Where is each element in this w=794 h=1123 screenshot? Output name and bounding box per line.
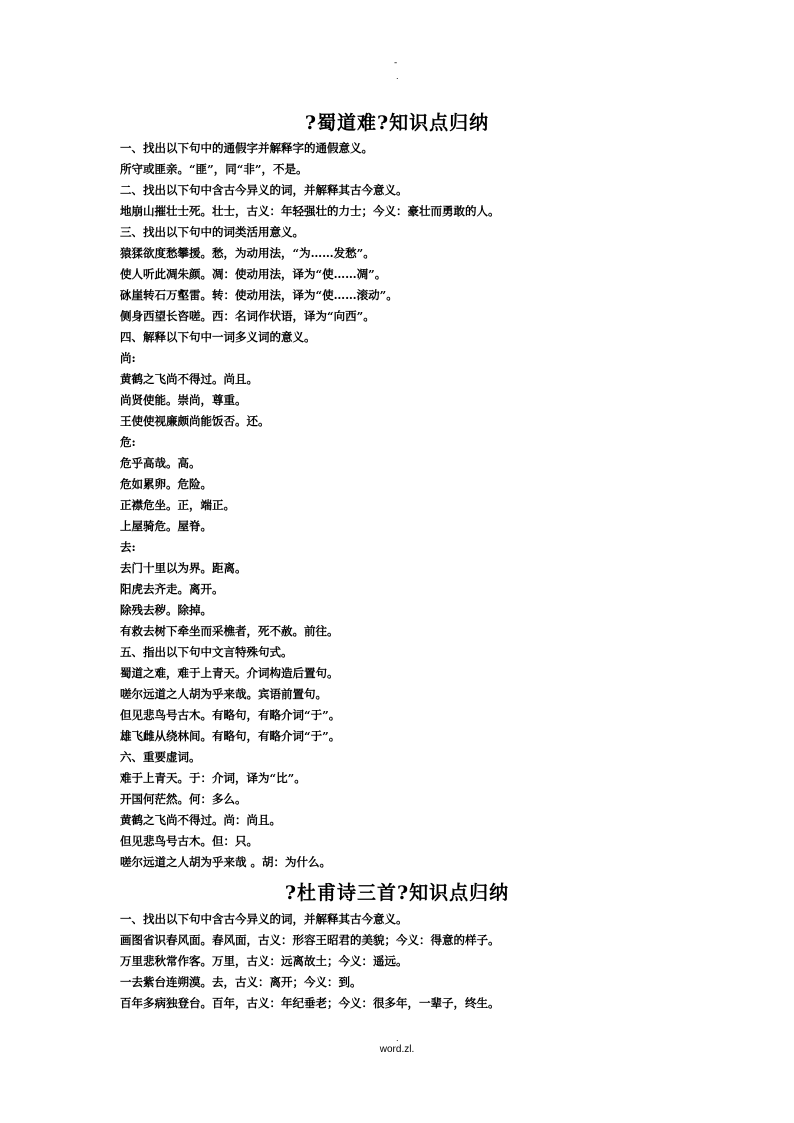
text-line: 去门十里以为界。距离。 — [120, 561, 247, 575]
text-line: 去: — [120, 540, 136, 554]
text-line: 王使使视廉颇尚能饭否。还。 — [120, 414, 270, 428]
text-line: 侧身西望长咨嗟。西：名词作状语，译为“向西”。 — [120, 309, 375, 323]
text-line: 正襟危坐。正，端正。 — [120, 498, 235, 512]
text-line: 使人听此凋朱颜。凋：使动用法，译为“使……凋”。 — [120, 267, 387, 281]
text-line: 危如累卵。危险。 — [120, 477, 212, 491]
text-line: 地崩山摧壮士死。壮士，古义：年轻强壮的力士；今义：豪壮而勇敢的人。 — [120, 204, 500, 218]
section-body-du-fu-poems — [120, 909, 720, 1014]
text-line: 开国何茫然。何：多么。 — [120, 792, 247, 806]
text-line: 除残去秽。除掉。 — [120, 603, 212, 617]
text-line: 五、指出以下句中文言特殊句式。 — [120, 645, 293, 659]
text-line: 六、重要虚词。 — [120, 750, 201, 764]
text-line: 一、找出以下句中的通假字并解释字的通假意义。 — [120, 141, 373, 155]
text-line: 所守或匪亲。“匪”，同“非”，不是。 — [120, 162, 308, 176]
text-line: 画图省识春风面。春风面，古义：形容王昭君的美貌；今义：得意的样子。 — [120, 933, 500, 947]
text-line: 一去紫台连朔漠。去，古义：离开；今义：到。 — [120, 975, 362, 989]
text-line: 四、解释以下句中一词多义词的意义。 — [120, 330, 316, 344]
text-line: 一、找出以下句中含古今异义的词，并解释其古今意义。 — [120, 912, 408, 926]
section-title-du-fu-poems: ?杜甫诗三首?知识点归纳 — [284, 882, 510, 904]
text-line: 砯崖转石万壑雷。转：使动用法，译为“使……滚动”。 — [120, 288, 398, 302]
text-line: 危: — [120, 435, 136, 449]
text-line: 猿猱欲度愁攀援。愁，为动用法，“为……发愁”。 — [120, 246, 375, 260]
text-line: 难于上青天。于：介词，译为“比”。 — [120, 771, 306, 785]
text-line: 嗟尔远道之人胡为乎来哉 。胡：为什么。 — [120, 855, 332, 869]
text-line: 上屋骑危。屋脊。 — [120, 519, 212, 533]
text-line: 百年多病独登台。百年，古义：年纪垂老；今义：很多年，一辈子，终生。 — [120, 996, 500, 1010]
text-line: 有救去树下牵坐而采樵者，死不赦。前往。 — [120, 624, 339, 638]
text-line: 雄飞雌从绕林间。有略句，有略介词“于”。 — [120, 729, 341, 743]
section-title-shu-dao-nan: ?蜀道难?知识点归纳 — [304, 112, 490, 134]
text-line: 蜀道之难，难于上青天。介词构造后置句。 — [120, 666, 339, 680]
text-line: 尚: — [120, 351, 136, 365]
header-mark: - — [394, 58, 398, 68]
header-mark-dot: . — [396, 72, 399, 81]
text-line: 黄鹤之飞尚不得过。尚且。 — [120, 372, 258, 386]
footer-text: word.zl. — [379, 1044, 415, 1055]
text-line: 阳虎去齐走。离开。 — [120, 582, 224, 596]
text-line: 二、找出以下句中含古今异义的词，并解释其古今意义。 — [120, 183, 408, 197]
text-line: 黄鹤之飞尚不得过。尚：尚且。 — [120, 813, 281, 827]
text-line: 万里悲秋常作客。万里，古义：远离故土；今义：遥远。 — [120, 954, 408, 968]
text-line: 嗟尔远道之人胡为乎来哉。宾语前置句。 — [120, 687, 327, 701]
section-body-shu-dao-nan — [120, 138, 720, 873]
text-line: 但见悲鸟号古木。有略句，有略介词“于”。 — [120, 708, 341, 722]
text-line: 但见悲鸟号古木。但：只。 — [120, 834, 258, 848]
footer-mark: . — [396, 1034, 399, 1043]
text-line: 尚贤使能。崇尚，尊重。 — [120, 393, 247, 407]
text-line: 危乎高哉。高。 — [120, 456, 201, 470]
text-line: 三、找出以下句中的词类活用意义。 — [120, 225, 304, 239]
